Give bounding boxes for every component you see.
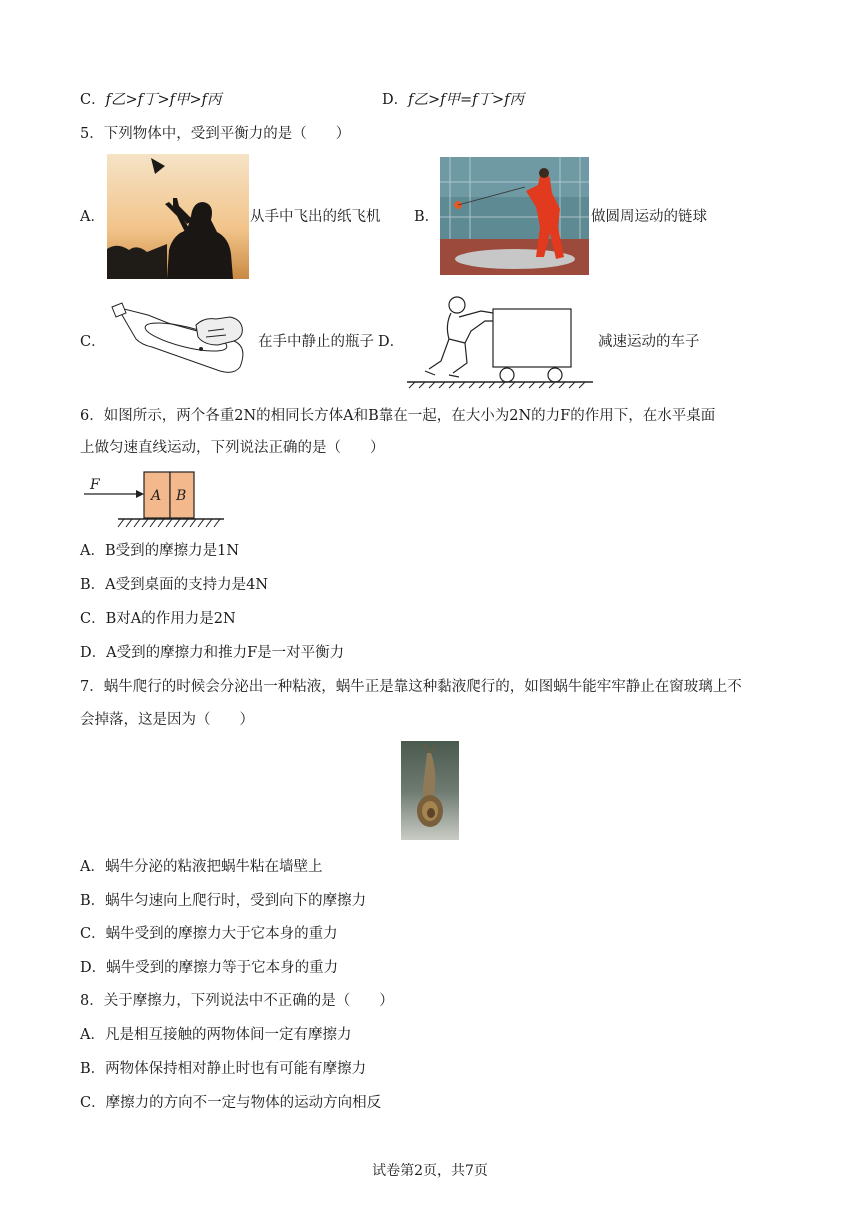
hammer-throw-image [440, 157, 589, 275]
paper-plane-photo [107, 154, 249, 279]
block-a-label: A [151, 488, 162, 504]
force-arrow-head [136, 490, 144, 498]
paper-plane-image [107, 154, 249, 279]
pushing-cart-drawing [405, 291, 595, 389]
q4-option-c-label: C． [80, 92, 106, 108]
q8-option-c: C．摩擦力的方向不一定与物体的运动方向相反 [80, 1095, 382, 1111]
q5-option-d-label: D． [378, 334, 405, 350]
q5-option-c-label: C． [80, 334, 106, 350]
hammer-throw-photo [440, 157, 589, 275]
q6-option-d: D．A受到的摩擦力和推力F是一对平衡力 [80, 645, 345, 661]
pushing-cart-image [405, 291, 595, 389]
q4-option-c [80, 90, 222, 110]
q4-option-d-label: D． [382, 92, 409, 108]
q8-stem: 8．关于摩擦力，下列说法中不正确的是（ ） [80, 993, 394, 1009]
q4-option-d [382, 90, 524, 110]
q8-option-a: A．凡是相互接触的两物体间一定有摩擦力 [80, 1027, 352, 1043]
q5-option-a-caption: 从手中飞出的纸飞机 [250, 209, 381, 225]
q6-stem-line2: 上做匀速直线运动，下列说法正确的是（ ） [80, 440, 385, 456]
q7-option-a: A．蜗牛分泌的粘液把蜗牛粘在墙壁上 [80, 859, 323, 875]
page-footer: 试卷第2页，共7页 [372, 1163, 488, 1179]
q6-option-a: A．B受到的摩擦力是1N [80, 543, 240, 559]
snail-image [401, 741, 459, 840]
q5-option-b-label: B． [414, 209, 440, 225]
q7-option-d: D．蜗牛受到的摩擦力等于它本身的重力 [80, 960, 339, 976]
blocks-figure-svg [82, 470, 232, 532]
force-label: F [90, 477, 100, 493]
q5-option-a-label: A． [80, 209, 105, 225]
q5-stem: 5．下列物体中，受到平衡力的是（ ） [80, 126, 351, 142]
snail-photo [401, 741, 459, 840]
q4-option-c-text: f乙>f丁>f甲>f丙 [105, 92, 222, 108]
q7-stem-line1: 7．蜗牛爬行的时候会分泌出一种粘液，蜗牛正是靠这种黏液爬行的，如图蜗牛能牢牢静止在窗玻璃上不 [80, 679, 742, 695]
q8-option-b: B．两物体保持相对静止时也有可能有摩擦力 [80, 1061, 367, 1077]
bottle-in-hand-drawing [108, 301, 258, 377]
q5-option-c-caption: 在手中静止的瓶子 [258, 334, 374, 350]
bottle-in-hand-image [108, 301, 258, 377]
q5-option-b-caption: 做圆周运动的链球 [591, 209, 707, 225]
q7-option-c: C．蜗牛受到的摩擦力大于它本身的重力 [80, 926, 338, 942]
q6-option-b: B．A受到桌面的支持力是4N [80, 577, 269, 593]
q5-option-d-caption: 减速运动的车子 [598, 334, 700, 350]
q6-option-c: C．B对A的作用力是2N [80, 611, 236, 627]
table-hatching [118, 519, 220, 527]
q7-stem-line2: 会掉落，这是因为（ ） [80, 712, 254, 728]
blocks-figure [82, 470, 232, 532]
q7-option-b: B．蜗牛匀速向上爬行时，受到向下的摩擦力 [80, 893, 367, 909]
block-b-label: B [176, 488, 187, 504]
q6-stem-line1: 6．如图所示，两个各重2N的相同长方体A和B靠在一起，在大小为2N的力F的作用下，在水平桌面 [80, 408, 716, 424]
q4-option-d-text: f乙>f甲=f丁>f丙 [408, 92, 525, 108]
